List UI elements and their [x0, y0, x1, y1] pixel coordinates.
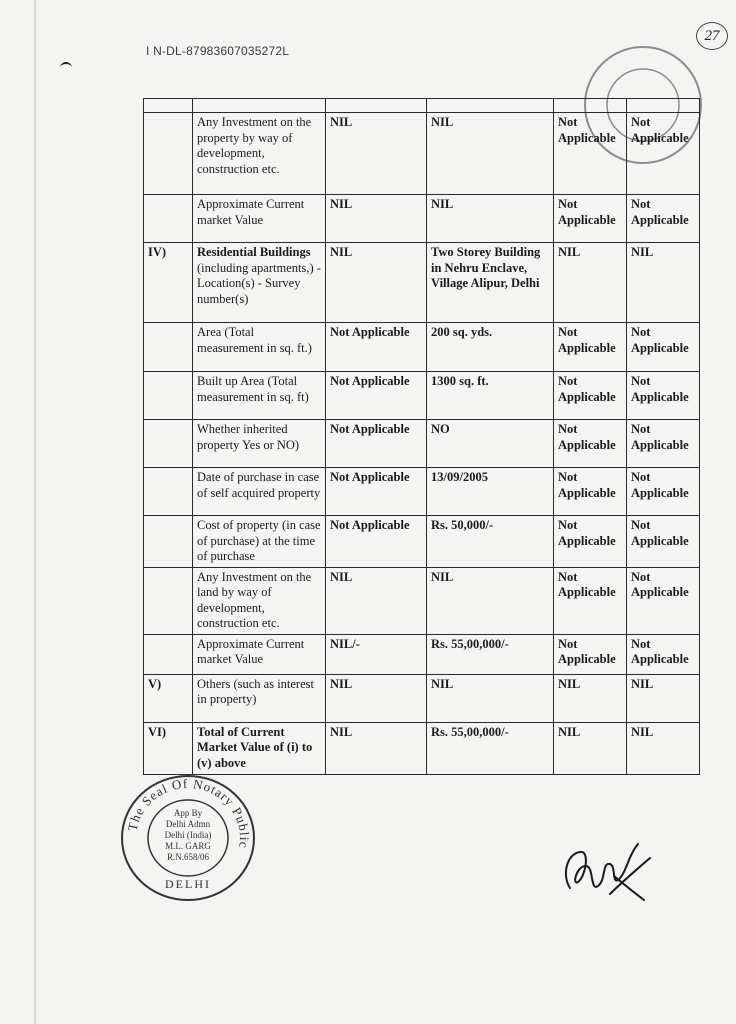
seal-text: Delhi (India): [164, 830, 212, 840]
cell-value: Not Applicable: [554, 113, 627, 195]
notary-seal: [118, 772, 258, 904]
item-description: Any Investment on the property by way of development, construction etc.: [193, 113, 326, 195]
cell-value: Two Storey Building in Nehru Enclave, Village Alipur, Delhi: [427, 243, 554, 323]
item-description: Approximate Current market Value: [193, 634, 326, 674]
table-row: [144, 516, 700, 568]
row-index: [144, 420, 193, 468]
table-row: [144, 468, 700, 516]
cell-value: NIL: [554, 243, 627, 323]
row-index: [144, 195, 193, 243]
cell-value: NIL: [627, 722, 700, 774]
cell-value: Not Applicable: [627, 516, 700, 568]
cell-value: Rs. 50,000/-: [427, 516, 554, 568]
cell-value: Not Applicable: [554, 516, 627, 568]
row-index: [144, 323, 193, 372]
cell-value: NIL: [627, 243, 700, 323]
row-index: [144, 516, 193, 568]
cell-value: Rs. 55,00,000/-: [427, 722, 554, 774]
item-detail: (including apartments,) -Location(s) - Survey number(s): [197, 260, 321, 306]
table-row: [144, 195, 700, 243]
table-row: [144, 674, 700, 722]
cell-value: NIL: [554, 722, 627, 774]
stamp-paper-id: I N-DL-87983607035272L: [146, 44, 290, 58]
table-row: [144, 567, 700, 634]
cell-value: Not Applicable: [554, 420, 627, 468]
item-description: Approximate Current market Value: [193, 195, 326, 243]
cell-value: Not Applicable: [627, 634, 700, 674]
table-row: [144, 372, 700, 420]
cell-value: NIL: [627, 674, 700, 722]
signature: [556, 836, 656, 906]
row-index: VI): [144, 722, 193, 774]
cell-value: NIL: [326, 722, 427, 774]
page-number: 27: [696, 22, 728, 50]
cell-value: Not Applicable: [326, 323, 427, 372]
cell-value: Not Applicable: [326, 516, 427, 568]
seal-text: App By: [173, 808, 203, 818]
item-description: [193, 243, 326, 323]
row-index: IV): [144, 243, 193, 323]
cell-value: NIL: [326, 674, 427, 722]
item-description: Others (such as interest in property): [193, 674, 326, 722]
table-cell: [193, 99, 326, 113]
row-index: [144, 113, 193, 195]
cell-value: Not Applicable: [326, 420, 427, 468]
seal-text: DELHI: [165, 877, 211, 891]
cell-value: 1300 sq. ft.: [427, 372, 554, 420]
cell-value: Not Applicable: [627, 420, 700, 468]
cell-value: Not Applicable: [326, 372, 427, 420]
table-cell: [326, 99, 427, 113]
cell-value: Not Applicable: [554, 323, 627, 372]
table-cell: [144, 99, 193, 113]
cell-value: NIL: [326, 195, 427, 243]
table-row: [144, 634, 700, 674]
table-row: [144, 722, 700, 774]
punch-mark: [60, 62, 72, 72]
cell-value: 13/09/2005: [427, 468, 554, 516]
item-heading: Residential Buildings: [197, 245, 311, 259]
item-description: Area (Total measurement in sq. ft.): [193, 323, 326, 372]
item-description: Any Investment on the land by way of development, construction etc.: [193, 567, 326, 634]
cell-value: Not Applicable: [627, 113, 700, 195]
table-row: [144, 99, 700, 113]
table-cell: [427, 99, 554, 113]
row-index: [144, 634, 193, 674]
table-cell: [554, 99, 627, 113]
seal-text: Delhi Admn: [165, 819, 211, 829]
item-description: Built up Area (Total measurement in sq. ft): [193, 372, 326, 420]
cell-value: NIL: [427, 195, 554, 243]
table-row: [144, 243, 700, 323]
cell-value: Not Applicable: [627, 567, 700, 634]
cell-value: Not Applicable: [627, 372, 700, 420]
item-description: Whether inherited property Yes or NO): [193, 420, 326, 468]
table-cell: [627, 99, 700, 113]
asset-declaration-table: [143, 98, 700, 775]
seal-text: R.N.658/06: [166, 852, 210, 862]
table-row: [144, 420, 700, 468]
item-heading: Total of Current Market Value of (i) to (v) above: [193, 722, 326, 774]
cell-value: Not Applicable: [554, 195, 627, 243]
cell-value: Not Applicable: [554, 634, 627, 674]
cell-value: NIL: [427, 674, 554, 722]
cell-value: Rs. 55,00,000/-: [427, 634, 554, 674]
row-index: V): [144, 674, 193, 722]
binder-line: [34, 0, 36, 1024]
cell-value: 200 sq. yds.: [427, 323, 554, 372]
cell-value: NIL: [326, 567, 427, 634]
row-index: [144, 468, 193, 516]
item-description: Date of purchase in case of self acquired property: [193, 468, 326, 516]
cell-value: Not Applicable: [554, 372, 627, 420]
cell-value: Not Applicable: [627, 195, 700, 243]
cell-value: NIL: [427, 113, 554, 195]
cell-value: Not Applicable: [627, 468, 700, 516]
cell-value: NIL: [326, 113, 427, 195]
row-index: [144, 372, 193, 420]
cell-value: Not Applicable: [554, 468, 627, 516]
table-row: [144, 323, 700, 372]
seal-ring-text: The Seal Of Notary Public: [124, 775, 253, 850]
cell-value: Not Applicable: [627, 323, 700, 372]
cell-value: NIL: [427, 567, 554, 634]
cell-value: NO: [427, 420, 554, 468]
cell-value: NIL: [554, 674, 627, 722]
cell-value: Not Applicable: [554, 567, 627, 634]
table-row: [144, 113, 700, 195]
cell-value: NIL/-: [326, 634, 427, 674]
cell-value: Not Applicable: [326, 468, 427, 516]
cell-value: NIL: [326, 243, 427, 323]
row-index: [144, 567, 193, 634]
seal-text: M.L. GARG: [165, 841, 211, 851]
item-description: Cost of property (in case of purchase) at the time of purchase: [193, 516, 326, 568]
